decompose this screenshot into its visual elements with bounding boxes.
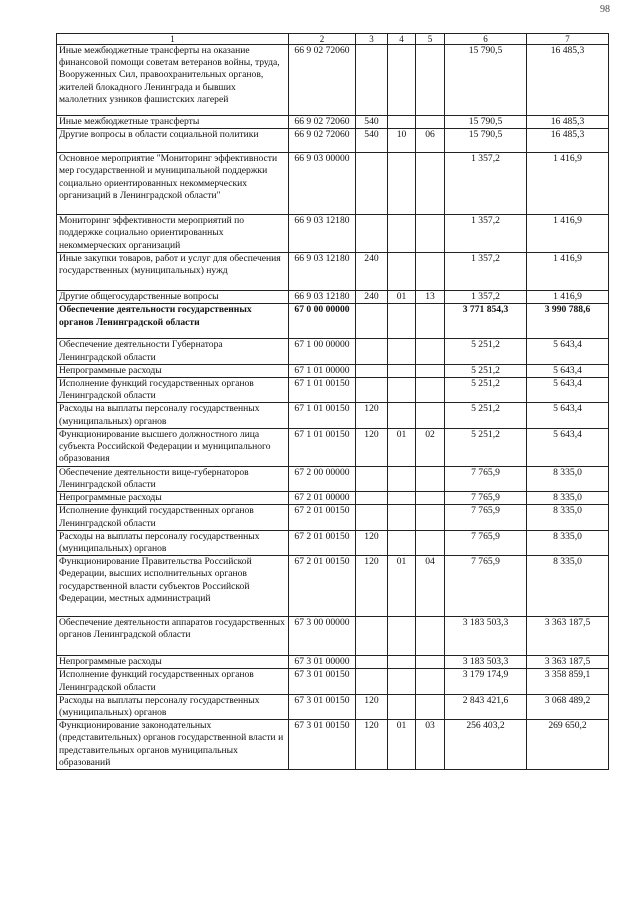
row-vr-cell [356,669,388,694]
row-sum-2020-cell: 5 643,4 [527,378,609,403]
row-sum-2020-cell: 5 643,4 [527,428,609,466]
row-pr-cell: 13 [416,291,445,304]
row-sum-2019-cell: 3 179 174,9 [445,669,527,694]
row-vr-cell [356,378,388,403]
row-sum-2019-cell: 15 790,5 [445,116,527,129]
row-sum-2020-cell: 3 068 489,2 [527,694,609,719]
row-sum-2019-cell: 2 843 421,6 [445,694,527,719]
row-vr-cell [356,153,388,215]
row-pr-cell [416,253,445,291]
row-name-cell: Обеспечение деятельности вице-губернаторов Ленинградской области [57,466,289,491]
row-csr-cell: 66 9 03 12180 [289,253,356,291]
row-vr-cell [356,656,388,669]
row-pr-cell: 04 [416,556,445,617]
table-row [57,153,609,215]
row-sum-2020-cell: 3 990 788,6 [527,304,609,339]
row-csr-cell: 67 3 01 00150 [289,720,356,770]
table-row [57,116,609,129]
table-row [57,364,609,377]
row-rz-cell [388,45,416,116]
table-header-row [57,34,609,45]
row-csr-cell: 67 1 01 00000 [289,364,356,377]
row-name-cell: Функционирование высшего должностного лица субъекта Российской Федерации и муниципального образования [57,428,289,466]
row-rz-cell [388,153,416,215]
row-pr-cell [416,505,445,530]
header-cell: 3 [356,34,388,45]
row-vr-cell: 120 [356,556,388,617]
row-csr-cell: 66 9 03 12180 [289,291,356,304]
row-name-cell: Непрограммные расходы [57,492,289,505]
table-row [57,378,609,403]
row-pr-cell [416,116,445,129]
row-name-cell: Другие общегосударственные вопросы [57,291,289,304]
row-csr-cell: 66 9 02 72060 [289,116,356,129]
row-csr-cell: 67 0 00 00000 [289,304,356,339]
row-vr-cell: 240 [356,291,388,304]
row-pr-cell [416,669,445,694]
row-sum-2020-cell: 1 416,9 [527,153,609,215]
row-sum-2020-cell: 3 358 859,1 [527,669,609,694]
row-sum-2020-cell: 3 363 187,5 [527,617,609,656]
row-sum-2020-cell: 8 335,0 [527,466,609,491]
row-rz-cell [388,304,416,339]
row-vr-cell: 120 [356,720,388,770]
row-name-cell: Функционирование законодательных (представительных) органов государственной власти и представительных органов муниципальных образований [57,720,289,770]
row-sum-2020-cell: 1 416,9 [527,291,609,304]
row-csr-cell: 67 1 01 00150 [289,428,356,466]
row-csr-cell: 67 1 01 00150 [289,403,356,428]
header-cell: 5 [416,34,445,45]
row-sum-2020-cell: 269 650,2 [527,720,609,770]
row-sum-2019-cell: 5 251,2 [445,378,527,403]
table-row [57,339,609,364]
row-vr-cell: 120 [356,428,388,466]
row-csr-cell: 67 2 01 00150 [289,530,356,555]
row-pr-cell [416,617,445,656]
row-rz-cell: 01 [388,291,416,304]
table-row [57,617,609,656]
row-rz-cell [388,530,416,555]
row-sum-2019-cell: 7 765,9 [445,466,527,491]
row-sum-2019-cell: 15 790,5 [445,129,527,153]
row-sum-2019-cell: 5 251,2 [445,364,527,377]
table-row [57,669,609,694]
header-cell: 2 [289,34,356,45]
row-pr-cell: 03 [416,720,445,770]
row-name-cell: Непрограммные расходы [57,656,289,669]
row-sum-2019-cell: 1 357,2 [445,215,527,253]
row-sum-2020-cell: 8 335,0 [527,492,609,505]
row-name-cell: Обеспечение деятельности аппаратов государственных органов Ленинградской области [57,617,289,656]
row-name-cell: Иные закупки товаров, работ и услуг для обеспечения государственных (муниципальных) нужд [57,253,289,291]
row-vr-cell [356,304,388,339]
row-vr-cell: 540 [356,116,388,129]
row-rz-cell [388,505,416,530]
row-sum-2020-cell: 5 643,4 [527,403,609,428]
row-vr-cell [356,215,388,253]
row-sum-2020-cell: 16 485,3 [527,116,609,129]
row-pr-cell [416,378,445,403]
row-pr-cell [416,656,445,669]
row-pr-cell [416,492,445,505]
row-sum-2019-cell: 1 357,2 [445,253,527,291]
row-rz-cell: 01 [388,428,416,466]
row-sum-2019-cell: 7 765,9 [445,505,527,530]
row-rz-cell [388,466,416,491]
row-csr-cell: 67 1 00 00000 [289,339,356,364]
row-name-cell: Расходы на выплаты персоналу государственных (муниципальных) органов [57,403,289,428]
row-vr-cell [356,505,388,530]
row-rz-cell [388,669,416,694]
row-vr-cell: 120 [356,530,388,555]
row-sum-2019-cell: 15 790,5 [445,45,527,116]
row-sum-2020-cell: 8 335,0 [527,556,609,617]
row-pr-cell [416,694,445,719]
table-row [57,428,609,466]
row-vr-cell: 540 [356,129,388,153]
row-sum-2019-cell: 1 357,2 [445,291,527,304]
row-pr-cell: 02 [416,428,445,466]
row-sum-2019-cell: 5 251,2 [445,403,527,428]
row-rz-cell: 01 [388,556,416,617]
row-rz-cell [388,364,416,377]
row-vr-cell [356,492,388,505]
row-rz-cell [388,339,416,364]
row-vr-cell [356,466,388,491]
row-csr-cell: 67 3 00 00000 [289,617,356,656]
table-row [57,656,609,669]
row-rz-cell [388,403,416,428]
row-name-cell: Обеспечение деятельности государственных органов Ленинградской области [57,304,289,339]
row-name-cell: Непрограммные расходы [57,364,289,377]
row-sum-2019-cell: 5 251,2 [445,428,527,466]
table-row [57,556,609,617]
row-name-cell: Обеспечение деятельности Губернатора Ленинградской области [57,339,289,364]
row-name-cell: Иные межбюджетные трансферты на оказание финансовой помощи советам ветеранов войны, труда, Вооруженных Сил, правоохранительных органов, жителей блокадного Ленинграда и бывших малолетних узников фашистских лагерей [57,45,289,116]
row-sum-2020-cell: 5 643,4 [527,339,609,364]
table-row [57,215,609,253]
row-csr-cell: 66 9 02 72060 [289,45,356,116]
table-body [57,34,609,770]
table-row [57,304,609,339]
row-vr-cell: 240 [356,253,388,291]
row-pr-cell [416,153,445,215]
table-row [57,291,609,304]
row-sum-2020-cell: 16 485,3 [527,129,609,153]
row-rz-cell [388,378,416,403]
row-pr-cell [416,304,445,339]
row-csr-cell: 67 3 01 00150 [289,669,356,694]
row-rz-cell [388,492,416,505]
row-sum-2019-cell: 7 765,9 [445,492,527,505]
row-sum-2019-cell: 5 251,2 [445,339,527,364]
row-pr-cell: 06 [416,129,445,153]
table-row [57,505,609,530]
row-sum-2020-cell: 1 416,9 [527,215,609,253]
row-csr-cell: 67 2 01 00150 [289,556,356,617]
row-sum-2019-cell: 7 765,9 [445,556,527,617]
table-row [57,492,609,505]
row-pr-cell [416,530,445,555]
row-pr-cell [416,215,445,253]
row-sum-2019-cell: 7 765,9 [445,530,527,555]
page-number: 98 [600,4,610,15]
row-name-cell: Расходы на выплаты персоналу государственных (муниципальных) органов [57,694,289,719]
table-row [57,530,609,555]
row-name-cell: Иные межбюджетные трансферты [57,116,289,129]
row-csr-cell: 67 1 01 00150 [289,378,356,403]
row-sum-2020-cell: 1 416,9 [527,253,609,291]
row-rz-cell: 01 [388,720,416,770]
row-csr-cell: 67 3 01 00150 [289,694,356,719]
row-name-cell: Исполнение функций государственных органов Ленинградской области [57,669,289,694]
row-csr-cell: 66 9 02 72060 [289,129,356,153]
row-name-cell: Исполнение функций государственных органов Ленинградской области [57,378,289,403]
row-pr-cell [416,45,445,116]
row-csr-cell: 66 9 03 00000 [289,153,356,215]
row-pr-cell [416,466,445,491]
table-row [57,694,609,719]
row-name-cell: Исполнение функций государственных органов Ленинградской области [57,505,289,530]
row-sum-2019-cell: 3 183 503,3 [445,617,527,656]
row-pr-cell [416,364,445,377]
header-cell: 7 [527,34,609,45]
row-rz-cell [388,694,416,719]
row-sum-2020-cell: 8 335,0 [527,505,609,530]
row-rz-cell: 10 [388,129,416,153]
row-rz-cell [388,215,416,253]
row-vr-cell [356,45,388,116]
row-sum-2020-cell: 8 335,0 [527,530,609,555]
row-sum-2020-cell: 5 643,4 [527,364,609,377]
row-vr-cell [356,617,388,656]
row-name-cell: Другие вопросы в области социальной политики [57,129,289,153]
table-row [57,253,609,291]
row-csr-cell: 67 3 01 00000 [289,656,356,669]
table-row [57,720,609,770]
row-vr-cell [356,339,388,364]
row-name-cell: Расходы на выплаты персоналу государственных (муниципальных) органов [57,530,289,555]
row-sum-2019-cell: 3 771 854,3 [445,304,527,339]
row-name-cell: Функционирование Правительства Российской Федерации, высших исполнительных органов государственной власти субъектов Российской Федерации, местных администраций [57,556,289,617]
table-row [57,403,609,428]
row-csr-cell: 66 9 03 12180 [289,215,356,253]
row-name-cell: Мониторинг эффективности мероприятий по поддержке социально ориентированных некоммерческих организаций [57,215,289,253]
header-cell: 1 [57,34,289,45]
row-pr-cell [416,403,445,428]
row-pr-cell [416,339,445,364]
table-row [57,466,609,491]
row-rz-cell [388,656,416,669]
table-row [57,45,609,116]
row-csr-cell: 67 2 01 00000 [289,492,356,505]
row-sum-2020-cell: 16 485,3 [527,45,609,116]
row-sum-2019-cell: 1 357,2 [445,153,527,215]
row-sum-2020-cell: 3 363 187,5 [527,656,609,669]
row-rz-cell [388,116,416,129]
row-csr-cell: 67 2 00 00000 [289,466,356,491]
budget-table [56,33,609,770]
table-row [57,129,609,153]
row-rz-cell [388,617,416,656]
header-cell: 6 [445,34,527,45]
header-cell: 4 [388,34,416,45]
row-rz-cell [388,253,416,291]
row-vr-cell: 120 [356,403,388,428]
row-sum-2019-cell: 3 183 503,3 [445,656,527,669]
row-sum-2019-cell: 256 403,2 [445,720,527,770]
row-name-cell: Основное мероприятие "Мониторинг эффективности мер государственной и муниципальной поддержки социально ориентированных некоммерческих организаций в Ленинградской области" [57,153,289,215]
row-csr-cell: 67 2 01 00150 [289,505,356,530]
row-vr-cell [356,364,388,377]
row-vr-cell: 120 [356,694,388,719]
